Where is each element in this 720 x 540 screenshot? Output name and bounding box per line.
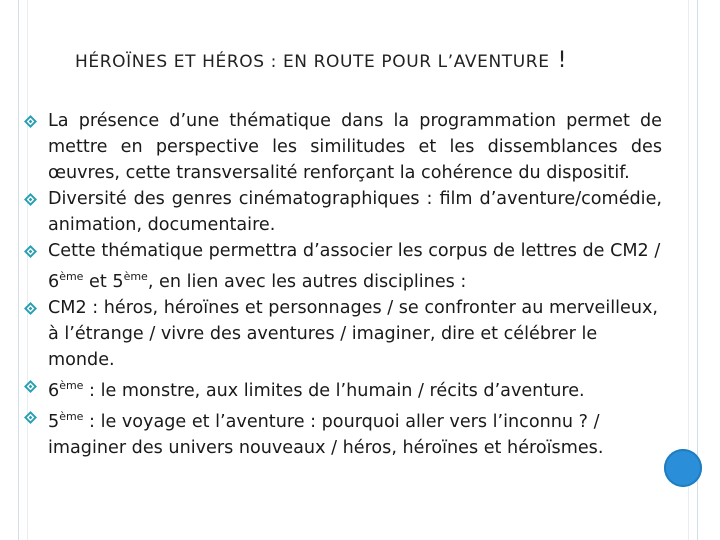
bullet-item	[22, 108, 662, 186]
teal-diamond-bullet-icon	[24, 411, 37, 424]
ordinal-suffix: ème	[59, 378, 84, 392]
ordinal-suffix: ème	[59, 270, 84, 283]
bullet-item	[22, 373, 662, 404]
bullet-text: Diversité des genres cinématographiques : film d’aventure/comédie, animation, documentaire.	[48, 189, 662, 235]
teal-diamond-bullet-icon	[24, 380, 37, 393]
ordinal-suffix: ème	[123, 270, 148, 283]
bullet-item	[22, 404, 662, 461]
bullet-text: Cette thématique permettra d’associer les corpus de lettres de CM2 / 6	[48, 241, 661, 292]
ordinal-suffix: ème	[59, 409, 84, 423]
bullet-text: et 5	[83, 271, 124, 292]
grade-number: 5	[48, 411, 60, 432]
slide-title-text: HÉROÏNES ET HÉROS : EN ROUTE POUR L’AVENTURE	[75, 52, 550, 72]
teal-diamond-bullet-icon	[24, 302, 37, 315]
teal-diamond-bullet-icon	[24, 245, 37, 258]
bullet-text: , en lien avec les autres disciplines :	[147, 271, 467, 292]
slide-title	[75, 48, 675, 73]
slide-title-exclamation: !	[557, 48, 567, 73]
slide-indicator-dot[interactable]	[664, 449, 702, 487]
bullet-text: La présence d’une thématique dans la programmation permet de mettre en perspective les similitudes et les dissemblances des œuvres, cette transversalité renforçant la cohérence du dispositif.	[48, 111, 662, 183]
bullet-list	[22, 108, 662, 461]
bullet-text: CM2 : héros, héroïnes et personnages / se confronter au merveilleux, à l’étrange / vivre des aventures / imaginer, dire et célébrer le monde.	[48, 297, 659, 370]
bullet-text: : le voyage et l’aventure : pourquoi aller vers l’inconnu ? / imaginer des univers nouveaux / héros, héroïnes et héroïsmes.	[48, 411, 604, 458]
teal-diamond-bullet-icon	[24, 115, 37, 128]
grade-number: 6	[48, 380, 60, 401]
bullet-item	[22, 238, 662, 295]
bullet-text: : le monstre, aux limites de l’humain / récits d’aventure.	[83, 380, 585, 401]
bullet-item	[22, 295, 662, 373]
bullet-item	[22, 186, 662, 238]
teal-diamond-bullet-icon	[24, 193, 37, 206]
